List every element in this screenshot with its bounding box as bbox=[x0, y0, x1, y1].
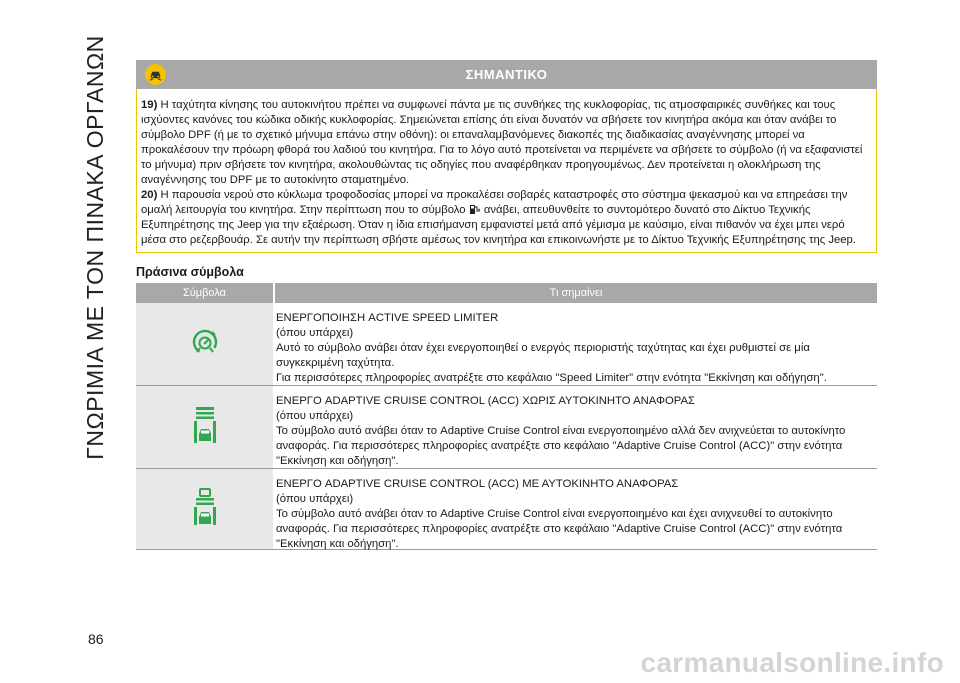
chapter-side-title bbox=[78, 32, 112, 462]
note-19-number: 19) bbox=[141, 99, 158, 111]
meaning-cell bbox=[275, 386, 877, 468]
header-meaning: Τι σημαίνει bbox=[275, 283, 877, 303]
row-title: ΕΝΕΡΓΟ ADAPTIVE CRUISE CONTROL (ACC) ΜΕ ΑΥΤΟΚΙΝΗΤΟ ΑΝΑΦΟΡΑΣ bbox=[276, 478, 679, 490]
table-row bbox=[136, 469, 877, 550]
row-text: Το σύμβολο αυτό ανάβει όταν το Adaptive Cruise Control είναι ενεργοποιημένο αλλά δεν ανιχνεύεται το αυτοκίνητο αναφοράς. Για περισσότερες πληροφορίες ανατρέξτε στο κεφάλαιο "Adaptive Cruise Control (ACC)" στην ενότητα "Εκκίνηση και οδήγηση". bbox=[276, 425, 846, 467]
speed-limiter-icon bbox=[189, 326, 221, 363]
acc-with-vehicle-icon bbox=[192, 487, 218, 532]
green-symbols-table bbox=[136, 283, 877, 550]
note-19-text: Η ταχύτητα κίνησης του αυτοκινήτου πρέπει να συμφωνεί πάντα με τις συνθήκες της κυκλοφορίας, τις ατμοσφαιρικές συνθήκες και τους ισχύοντες κανόνες του κώδικα οδικής κυκλοφορίας. Σημειώνεται επίσης ότι είναι δυνατόν να σβήσετε τον κινητήρα ακόμα και όταν ανάβει το σύμβολο DPF (ή με το σχετικό μήνυμα επάνω στην οθόνη): οι επαναλαμβανόμενες διακοπές της διαδικασίας αναγέννησης μπορεί να προκαλέσουν την πρόωρη φθορά του λαδιού του κινητήρα. Για το λόγο αυτό προτείνεται να περιμένετε να σβήσετε το σύμβολο (ή να εξαφανιστεί το μήνυμα) πριν σβήσετε τον κινητήρα, ακολουθώντας τις οδηγίες που αναφέρθηκαν προηγουμένως. Δεν προτείνεται η ολοκλήρωση της αναγέννησης του DPF με το αυτοκίνητο σταματημένο. bbox=[141, 99, 863, 186]
row-title: ΕΝΕΡΓΟΠΟΙΗΣΗ ACTIVE SPEED LIMITER bbox=[276, 312, 499, 324]
table-row bbox=[136, 303, 877, 386]
warning-header bbox=[136, 60, 877, 89]
row-text: Το σύμβολο αυτό ανάβει όταν το Adaptive Cruise Control είναι ενεργοποιημένο και έχει ανιχνευθεί το αυτοκίνητο αναφοράς. Για περισσότερες πληροφορίες ανατρέξτε στο κεφάλαιο "Adaptive Cruise Control (ACC)" στην ενότητα "Εκκίνηση και οδήγηση". bbox=[276, 508, 843, 550]
warning-body bbox=[136, 89, 877, 253]
row-note: (όπου υπάρχει) bbox=[276, 493, 354, 505]
row-note: (όπου υπάρχει) bbox=[276, 410, 354, 422]
symbol-cell bbox=[136, 303, 273, 385]
warning-note-19 bbox=[141, 98, 871, 188]
symbol-cell bbox=[136, 469, 273, 549]
water-in-fuel-icon bbox=[469, 203, 481, 215]
header-symbols: Σύμβολα bbox=[136, 283, 273, 303]
row-title: ΕΝΕΡΓΟ ADAPTIVE CRUISE CONTROL (ACC) ΧΩΡΙΣ ΑΥΤΟΚΙΝΗΤΟ ΑΝΑΦΟΡΑΣ bbox=[276, 395, 695, 407]
section-title: Πράσινα σύμβολα bbox=[136, 265, 244, 279]
chapter-side-title-text: ΓΝΩΡΙΜΙΑ ΜΕ ΤΟΝ ΠΙΝΑΚΑ ΟΡΓΑΝΩΝ bbox=[81, 34, 108, 460]
warning-car-icon bbox=[145, 64, 166, 85]
table-header bbox=[136, 283, 877, 303]
watermark: carmanualsonline.info bbox=[640, 647, 944, 678]
warning-title: ΣΗΜΑΝΤΙΚΟ bbox=[465, 67, 548, 82]
important-warning-box bbox=[136, 60, 877, 253]
meaning-cell bbox=[275, 303, 877, 385]
page-number: 86 bbox=[88, 631, 104, 647]
row-reference: Για περισσότερες πληροφορίες ανατρέξτε στο κεφάλαιο "Speed Limiter" στην ενότητα "Εκκίνηση και οδήγηση". bbox=[276, 372, 827, 384]
warning-note-20 bbox=[141, 188, 871, 248]
row-text: Αυτό το σύμβολο ανάβει όταν έχει ενεργοποιηθεί ο ενεργός περιοριστής ταχύτητας και έχει ρυθμιστεί σε μία συγκεκριμένη ταχύτητα. bbox=[276, 342, 810, 369]
note-20-number: 20) bbox=[141, 189, 158, 201]
note-20-text-b: ανάβει, απευθυνθείτε το συντομότερο δυνατό στο Δίκτυο Τεχνικής Εξυπηρέτησης της Jeep για την εξαέρωση. Όταν η ίδια επισήμανση εμφανιστεί μετά από γέμισμα με καύσιμο, είναι πιθανόν να έχει μπει νερό μέσα στο ρεζερβουάρ. Σε αυτήν την περίπτωση σβήστε αμέσως τον κινητήρα και επικοινωνήστε με το Δίκτυο Τεχνικής Εξυπηρέτησης της Jeep. bbox=[141, 204, 856, 246]
meaning-cell bbox=[275, 469, 877, 549]
table-row bbox=[136, 386, 877, 469]
acc-no-vehicle-icon bbox=[192, 405, 218, 450]
symbol-cell bbox=[136, 386, 273, 468]
row-note: (όπου υπάρχει) bbox=[276, 327, 354, 339]
note-20-text-a: Η παρουσία νερού στο κύκλωμα τροφοδοσίας μπορεί να προκαλέσει σοβαρές καταστροφές στο σύστημα ψεκασμού και να επηρεάσει την ομαλή λειτουργία του κινητήρα. Στην περίπτωση που το σύμβολο bbox=[141, 189, 848, 216]
